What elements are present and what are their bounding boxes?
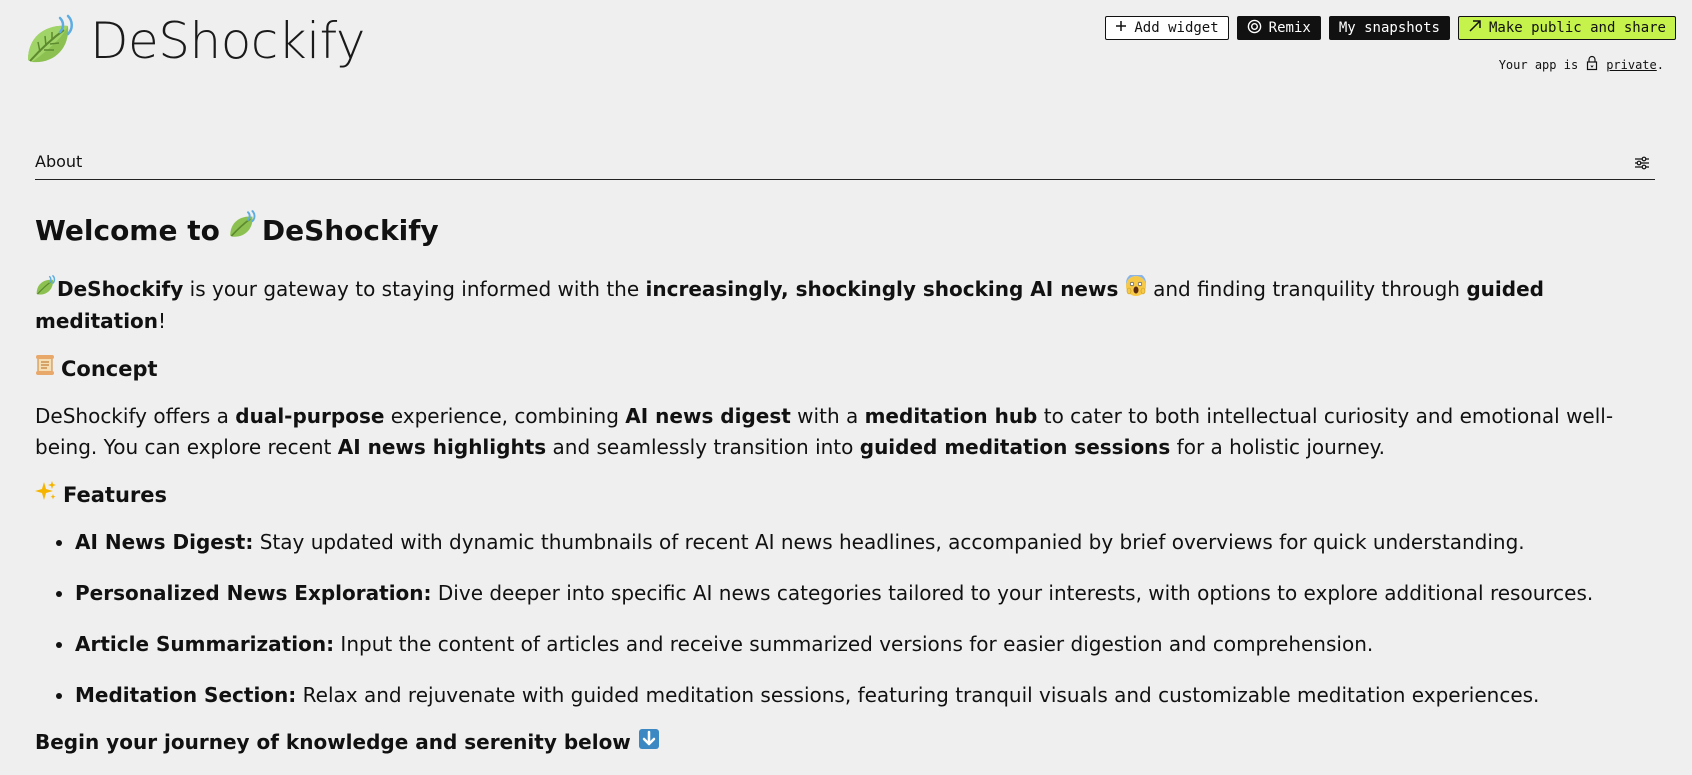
features-heading xyxy=(35,479,1660,511)
welcome-prefix: Welcome to xyxy=(35,214,220,247)
concept-heading xyxy=(35,353,1660,385)
concept-text-6: for a holistic journey. xyxy=(1170,435,1386,459)
scroll-icon xyxy=(35,353,55,385)
add-widget-label: Add widget xyxy=(1134,20,1219,36)
section-header xyxy=(35,146,1655,180)
privacy-suffix: . xyxy=(1656,57,1664,72)
privacy-status xyxy=(1499,55,1664,74)
lock-icon xyxy=(1584,55,1600,74)
about-content xyxy=(35,210,1660,775)
intro-text-3: ! xyxy=(158,309,167,333)
app-title: DeShockify xyxy=(90,12,365,70)
settings-sliders-icon[interactable] xyxy=(1634,155,1650,174)
top-toolbar xyxy=(1105,16,1676,40)
concept-text-4: to cater to both intellectual curiosity and emotional well-being. You can explore recent xyxy=(35,404,1614,459)
screaming-face-icon xyxy=(1125,275,1147,306)
concept-title: Concept xyxy=(61,357,158,381)
concept-bold-3: meditation hub xyxy=(864,404,1038,428)
privacy-link[interactable]: private xyxy=(1606,57,1657,72)
leaf-fluttering-icon xyxy=(24,14,78,68)
plus-icon xyxy=(1115,20,1127,36)
remix-icon xyxy=(1247,19,1262,38)
intro-bold-2: guided meditation xyxy=(35,277,1544,333)
share-label: Make public and share xyxy=(1488,20,1666,36)
list-item xyxy=(75,578,1660,609)
welcome-name: DeShockify xyxy=(261,214,439,247)
intro-text-1: is your gateway to staying informed with the xyxy=(183,277,646,301)
intro-paragraph xyxy=(35,274,1660,337)
concept-text-5: and seamlessly transition into xyxy=(546,435,860,459)
remix-button[interactable] xyxy=(1237,16,1321,40)
leaf-fluttering-icon xyxy=(35,275,57,306)
feature-text: Relax and rejuvenate with guided meditation sessions, featuring tranquil visuals and customizable meditation experiences. xyxy=(296,683,1540,707)
concept-bold-5: guided meditation sessions xyxy=(859,435,1171,459)
list-item xyxy=(75,527,1660,558)
my-snapshots-label: My snapshots xyxy=(1338,20,1440,36)
leaf-fluttering-icon xyxy=(228,210,258,252)
concept-text-1: DeShockify offers a xyxy=(35,404,236,428)
intro-bold-1: increasingly, shockingly shocking AI news xyxy=(645,277,1119,301)
my-snapshots-button[interactable] xyxy=(1329,16,1450,40)
closing-text: Begin your journey of knowledge and serenity below xyxy=(35,730,631,754)
concept-text-2: experience, combining xyxy=(384,404,626,428)
intro-app-name: DeShockify xyxy=(57,277,184,301)
arrow-down-icon xyxy=(638,728,660,759)
concept-text-3: with a xyxy=(790,404,865,428)
features-title: Features xyxy=(63,483,167,507)
make-public-share-button[interactable] xyxy=(1458,16,1676,40)
welcome-heading xyxy=(35,210,1660,252)
concept-bold-4: AI news highlights xyxy=(337,435,547,459)
concept-paragraph xyxy=(35,401,1660,463)
concept-bold-2: AI news digest xyxy=(625,404,791,428)
feature-text: Stay updated with dynamic thumbnails of recent AI news headlines, accompanied by brief overviews for quick understanding. xyxy=(253,530,1525,554)
features-list xyxy=(35,527,1660,711)
app-logo xyxy=(24,14,365,68)
privacy-prefix: Your app is xyxy=(1498,57,1579,72)
feature-text: Input the content of articles and receive summarized versions for easier digestion and comprehension. xyxy=(334,632,1374,656)
sparkles-icon xyxy=(35,479,57,511)
closing-paragraph xyxy=(35,727,1660,759)
remix-label: Remix xyxy=(1268,20,1311,36)
feature-title: Article Summarization: xyxy=(75,632,335,656)
arrow-right-icon xyxy=(1468,19,1482,37)
feature-title: Meditation Section: xyxy=(75,683,297,707)
section-title: About xyxy=(35,152,83,171)
intro-text-2: and finding tranquility through xyxy=(1146,277,1467,301)
list-item xyxy=(75,680,1660,711)
add-widget-button[interactable] xyxy=(1105,16,1228,40)
concept-bold-1: dual-purpose xyxy=(235,404,385,428)
feature-text: Dive deeper into specific AI news categories tailored to your interests, with options to explore additional resources. xyxy=(431,581,1594,605)
feature-title: AI News Digest: xyxy=(75,530,254,554)
list-item xyxy=(75,629,1660,660)
feature-title: Personalized News Exploration: xyxy=(75,581,432,605)
